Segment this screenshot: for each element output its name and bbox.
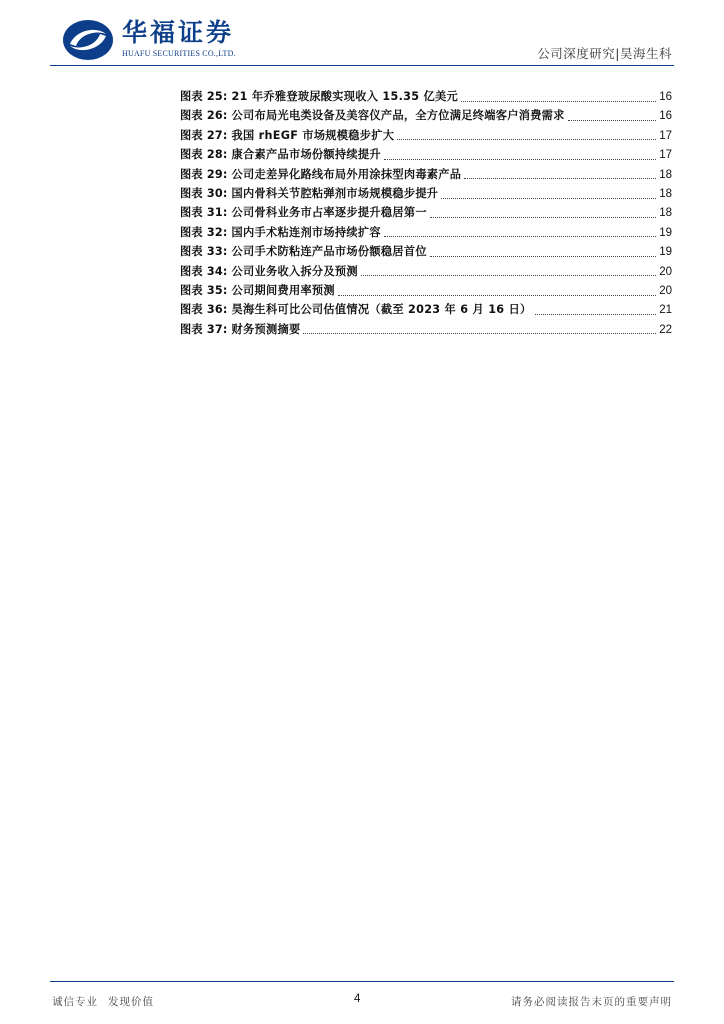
toc-entry-label: 图表 33: (180, 245, 228, 259)
toc-entry-title: 21 年乔雅登玻尿酸实现收入 15.35 亿美元 (231, 90, 458, 103)
toc-entry-label: 图表 27: (180, 128, 228, 142)
report-label: 公司深度研究|昊海生科 (537, 46, 672, 61)
toc-entry[interactable] (180, 223, 672, 242)
toc-entry-title: 公司走差异化路线布局外用涂抹型肉毒素产品 (231, 167, 462, 181)
toc-entry[interactable] (180, 203, 672, 222)
toc-entry-page: 19 (659, 226, 672, 239)
toc-entry-page: 20 (659, 284, 672, 297)
toc-entry-title: 公司期间费用率预测 (231, 283, 335, 297)
toc-entry[interactable] (180, 320, 672, 339)
logo-chinese-name: 华福证券 (122, 18, 235, 47)
toc-entry-page: 18 (659, 207, 672, 220)
footer-disclaimer: 请务必阅读报告末页的重要声明 (511, 996, 672, 1008)
toc-entry-label: 图表 30: (180, 186, 228, 200)
toc-entry-page: 22 (659, 323, 672, 336)
toc-entry-page: 16 (659, 91, 672, 103)
toc-leader-dots (303, 332, 656, 334)
toc-leader-dots (535, 313, 657, 315)
toc-leader-dots (430, 216, 656, 218)
toc-entry[interactable] (180, 262, 672, 281)
footer-divider (50, 981, 674, 982)
toc-entry-title: 国内手术粘连剂市场持续扩容 (231, 225, 381, 239)
figure-list (180, 87, 672, 339)
footer-slogan (52, 994, 154, 1009)
toc-entry-label: 图表 28: (180, 148, 228, 162)
toc-entry[interactable] (180, 281, 672, 300)
toc-entry-label: 图表 35: (180, 283, 228, 297)
toc-entry[interactable] (180, 242, 672, 261)
header-divider (50, 65, 674, 66)
toc-entry-page: 20 (659, 265, 672, 278)
toc-entry-label: 图表 31: (180, 206, 228, 220)
toc-leader-dots (464, 177, 656, 179)
toc-entry-page: 21 (659, 304, 672, 317)
toc-leader-dots (338, 294, 656, 296)
toc-leader-dots (384, 235, 656, 237)
toc-leader-dots (430, 255, 656, 257)
toc-entry[interactable] (180, 145, 672, 164)
toc-leader-dots (397, 138, 656, 140)
company-logo (62, 18, 262, 62)
footer-slogan-2: 发现价值 (108, 996, 154, 1008)
toc-entry-label: 图表 29: (180, 167, 228, 181)
toc-leader-dots (361, 274, 656, 276)
toc-entry-label: 图表 36: (180, 303, 228, 317)
toc-entry-label: 图表 34: (180, 264, 228, 278)
toc-entry[interactable] (180, 300, 672, 319)
toc-entry[interactable] (180, 184, 672, 203)
toc-entry-label: 图表 37: (180, 322, 228, 336)
toc-entry-page: 18 (659, 168, 672, 181)
toc-entry-title: 公司手术防粘连产品市场份额稳居首位 (231, 245, 427, 259)
logo-emblem-icon (62, 18, 114, 62)
toc-entry-title: 国内骨科关节腔粘弹剂市场规模稳步提升 (231, 186, 439, 200)
toc-entry-title: 昊海生科可比公司估值情况（截至 2023 年 6 月 16 日） (231, 303, 532, 317)
logo-english-name: HUAFU SECURITIES CO.,LTD. (122, 49, 236, 58)
toc-entry-page: 17 (659, 149, 672, 162)
toc-entry-title: 康合素产品市场份额持续提升 (231, 148, 381, 162)
toc-entry-label: 图表 26: (180, 109, 228, 123)
toc-entry-title: 我国 rhEGF 市场规模稳步扩大 (231, 128, 395, 142)
toc-entry-label: 图表 32: (180, 225, 228, 239)
toc-leader-dots (384, 158, 656, 160)
toc-entry-title: 公司布局光电类设备及美容仪产品，全方位满足终端客户消费需求 (231, 109, 565, 123)
toc-leader-dots (568, 119, 657, 121)
toc-entry[interactable] (180, 106, 672, 125)
toc-entry-title: 公司骨科业务市占率逐步提升稳居第一 (231, 206, 427, 220)
toc-entry-title: 公司业务收入拆分及预测 (231, 264, 358, 278)
toc-leader-dots (461, 100, 656, 102)
toc-leader-dots (441, 197, 656, 199)
page-number: 4 (354, 993, 361, 1005)
toc-entry[interactable] (180, 87, 672, 106)
toc-entry-page: 17 (659, 129, 672, 142)
toc-entry-title: 财务预测摘要 (231, 322, 301, 336)
toc-entry[interactable] (180, 165, 672, 184)
footer-slogan-1: 诚信专业 (52, 996, 98, 1008)
toc-entry-page: 18 (659, 187, 672, 200)
toc-entry-label: 图表 25: (180, 90, 228, 103)
toc-entry[interactable] (180, 126, 672, 145)
toc-entry-page: 19 (659, 246, 672, 259)
toc-entry-page: 16 (659, 110, 672, 123)
